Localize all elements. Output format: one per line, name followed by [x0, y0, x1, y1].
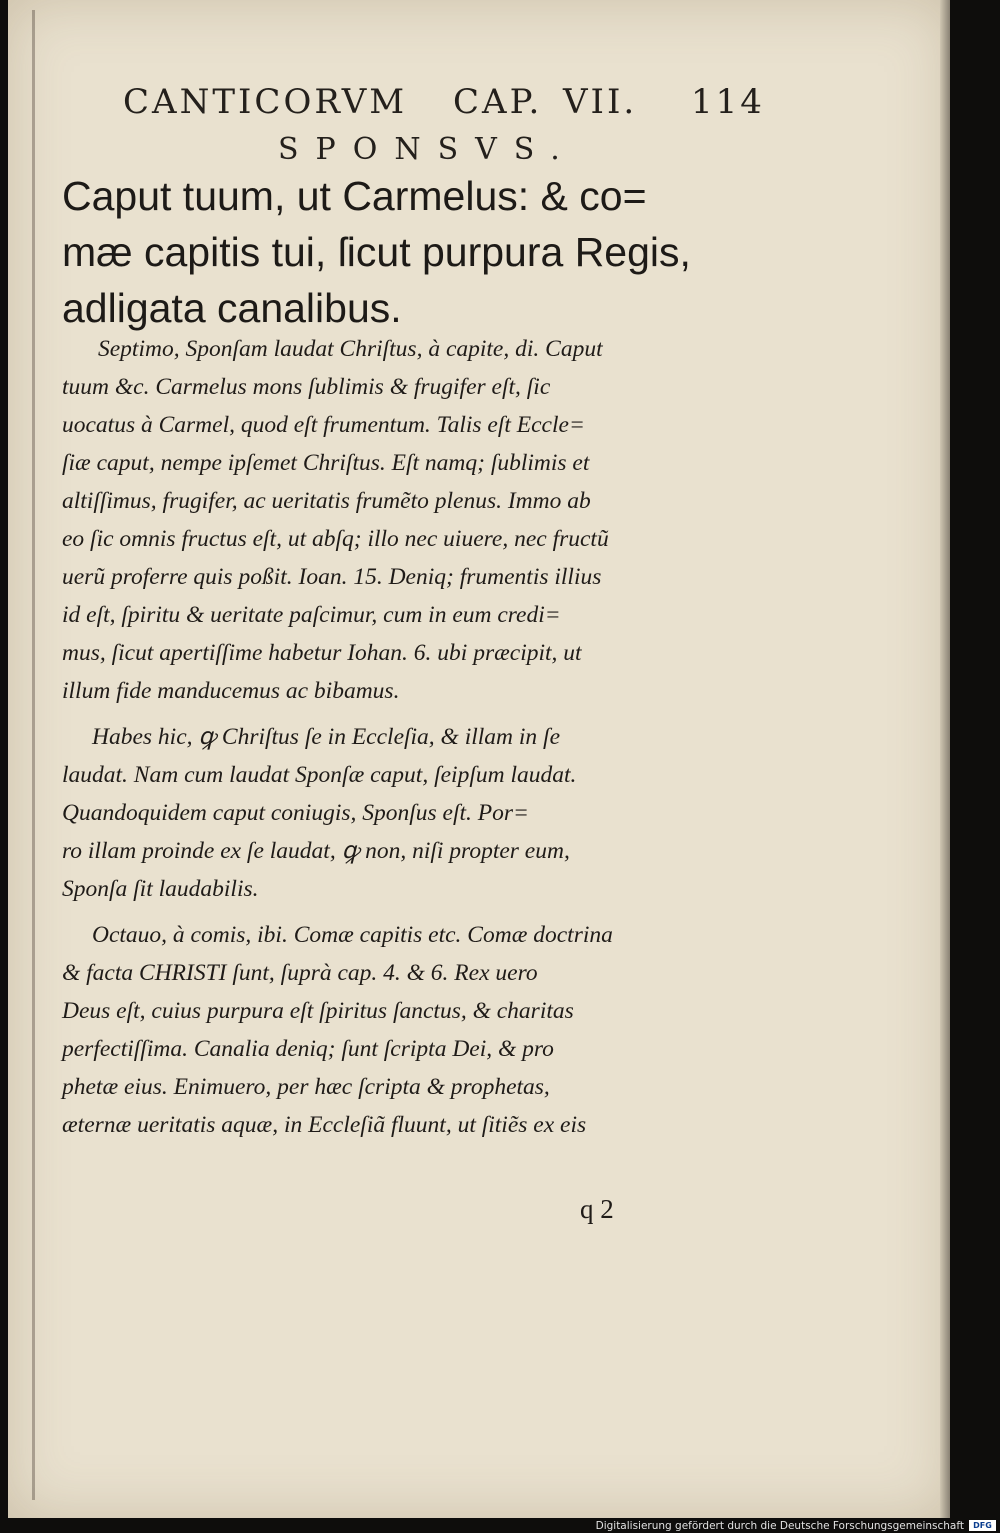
commentary-line: id eſt, ſpiritu & ueritate paſcimur, cum in eum credi= — [62, 602, 561, 628]
commentary-line: tuum &c. Carmelus mons ſublimis & frugifer eſt, ſic — [62, 374, 551, 400]
running-head-title: CANTICORVM — [123, 82, 408, 122]
commentary-line: Septimo, Sponſam laudat Chriſtus, à capite, di. Caput — [98, 336, 603, 362]
commentary-line: eo ſic omnis fructus eſt, ut abſq; illo nec uiuere, nec fructũ — [62, 526, 609, 552]
running-head-chapter-number: VII. — [563, 82, 638, 122]
paragraph-break — [62, 908, 742, 916]
commentary-line: & facta CHRISTI ſunt, ſuprà cap. 4. & 6. Rex uero — [62, 960, 538, 986]
commentary-line: uerũ proferre quis poßit. Ioan. 15. Deniq; frumentis illius — [62, 564, 602, 590]
commentary-line: illum fide manducemus ac bibamus. — [62, 678, 400, 704]
commentary-line: Sponſa ſit laudabilis. — [62, 876, 259, 902]
folio-number: 114 — [691, 82, 765, 122]
commentary-line: mus, ſicut apertiſſime habetur Iohan. 6. ubi præcipit, ut — [62, 640, 582, 666]
paragraph-break — [62, 710, 742, 718]
verse-text — [62, 168, 752, 336]
book-page — [8, 0, 950, 1518]
speaker-heading: SPONSVS. — [278, 132, 577, 167]
page-edge — [940, 0, 950, 1518]
commentary-line: phetæ eius. Enimuero, per hæc ſcripta & prophetas, — [62, 1074, 550, 1100]
commentary-line: uocatus à Carmel, quod eſt frumentum. Talis eſt Eccle= — [62, 412, 585, 438]
commentary-line: ro illam proinde ex ſe laudat, ꝙ non, niſi propter eum, — [62, 838, 570, 864]
commentary-line: Habes hic, ꝙ Chriſtus ſe in Eccleſia, & illam in ſe — [92, 724, 561, 750]
verse-line: adligata canalibus. — [62, 285, 402, 331]
commentary-line: perfectiſſima. Canalia deniq; ſunt ſcripta Dei, & pro — [62, 1036, 554, 1062]
commentary-line: Quandoquidem caput coniugis, Sponſus eſt. Por= — [62, 800, 529, 826]
commentary-line: ſiæ caput, nempe ipſemet Chriſtus. Eſt namq; ſublimis et — [62, 450, 590, 476]
commentary-line: altiſſimus, frugifer, ac ueritatis frumẽto plenus. Immo ab — [62, 488, 591, 514]
verse-line: mæ capitis tui, ſicut purpura Regis, — [62, 229, 691, 275]
commentary-line: Octauo, à comis, ibi. Comæ capitis etc. Comæ doctrina — [92, 922, 613, 948]
commentary-line: Deus eſt, cuius purpura eſt ſpiritus ſanctus, & charitas — [62, 998, 574, 1024]
page-fold-line — [32, 10, 35, 1500]
footer-bar — [0, 1518, 1000, 1533]
dfg-logo-icon: DFG — [969, 1520, 996, 1531]
funding-credit: Digitalisierung gefördert durch die Deutsche Forschungsgemeinschaft — [595, 1520, 964, 1532]
running-head-chapter: CAP. — [453, 82, 543, 122]
signature-mark: q 2 — [580, 1194, 614, 1224]
commentary-line: æternæ ueritatis aquæ, in Eccleſiã fluunt, ut ſitiẽs ex eis — [62, 1112, 587, 1138]
running-head — [123, 82, 765, 126]
commentary-line: laudat. Nam cum laudat Sponſæ caput, ſeipſum laudat. — [62, 762, 577, 788]
commentary-text — [62, 330, 742, 1144]
verse-line: Caput tuum, ut Carmelus: & co= — [62, 173, 647, 219]
